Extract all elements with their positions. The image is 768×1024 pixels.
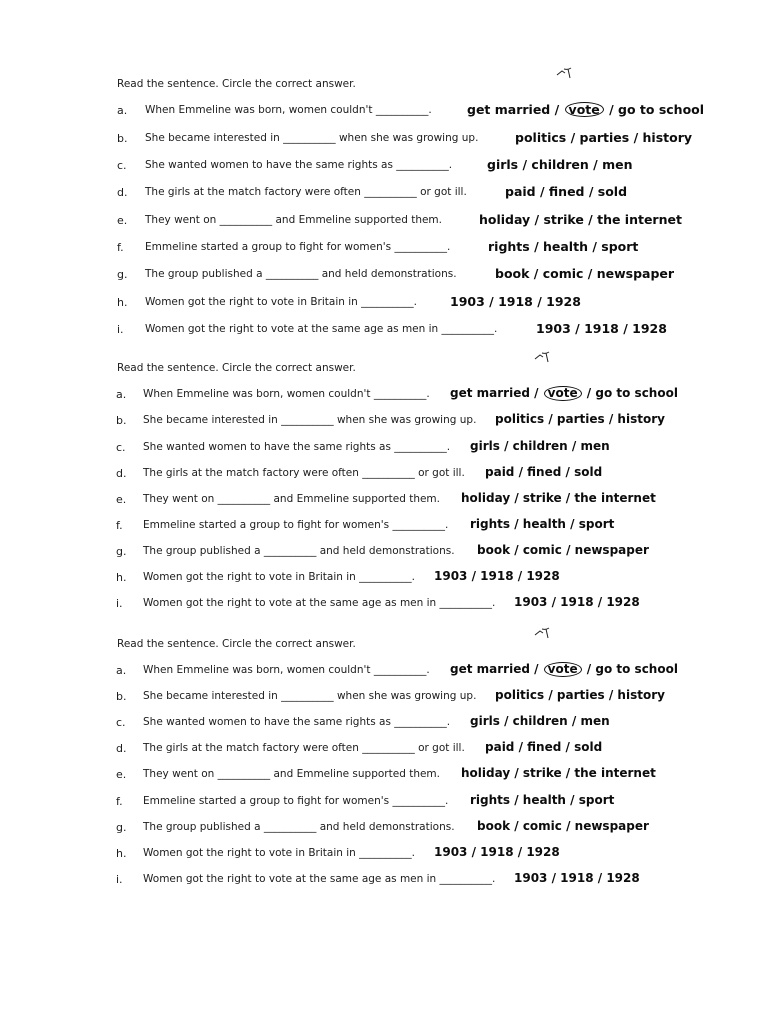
question-letter: h. — [116, 571, 127, 584]
option-separator: / — [565, 793, 579, 807]
answer-option[interactable]: 1918 — [480, 569, 514, 583]
question-letter: h. — [117, 296, 128, 309]
option-separator: / — [535, 184, 549, 199]
question-letter: b. — [116, 690, 127, 703]
answer-option[interactable]: newspaper — [574, 819, 649, 833]
answer-option[interactable]: 1903 — [450, 294, 485, 309]
answer-option[interactable]: book — [495, 266, 530, 281]
answer-options — [470, 517, 614, 531]
answer-option[interactable]: strike — [522, 491, 562, 505]
question-letter: h. — [116, 847, 127, 860]
answer-options — [488, 239, 638, 254]
option-separator: / — [547, 595, 561, 609]
option-separator: / — [544, 412, 557, 426]
question-letter: e. — [116, 493, 127, 506]
option-separator: / — [510, 543, 523, 557]
question-letter: f. — [117, 241, 124, 254]
answer-options — [495, 412, 665, 426]
answer-option[interactable]: 1903 — [514, 595, 548, 609]
answer-option[interactable]: get married — [450, 386, 530, 400]
question-letter: g. — [116, 545, 127, 558]
option-separator: / — [513, 569, 527, 583]
option-separator: / — [510, 819, 523, 833]
question-letter: i. — [116, 873, 123, 886]
answer-option[interactable]: comic — [522, 543, 562, 557]
answer-options — [505, 184, 627, 199]
option-separator: / — [588, 157, 603, 172]
answer-option[interactable]: go to school — [595, 662, 678, 676]
answer-option[interactable]: 1928 — [546, 294, 581, 309]
option-separator: / — [561, 819, 575, 833]
answer-option[interactable]: girls — [470, 439, 500, 453]
option-separator: / — [484, 294, 499, 309]
answer-option[interactable]: paid — [485, 740, 515, 754]
option-separator: / — [510, 766, 523, 780]
option-separator: / — [510, 793, 523, 807]
option-separator: / — [583, 266, 597, 281]
option-separator: / — [499, 439, 513, 453]
option-separator: / — [532, 294, 547, 309]
question-sentence: The group published a __________ and held demonstrations. — [143, 821, 455, 833]
answer-options — [461, 766, 656, 780]
answer-option[interactable]: holiday — [461, 766, 511, 780]
question-sentence: Emmeline started a group to fight for women's __________. — [145, 241, 451, 253]
answer-option[interactable]: strike — [522, 766, 562, 780]
answer-option[interactable]: 1918 — [498, 294, 533, 309]
answer-options — [450, 386, 678, 401]
answer-options — [470, 439, 610, 453]
question-letter: g. — [117, 268, 128, 281]
question-letter: f. — [116, 795, 123, 808]
answer-option[interactable]: men — [580, 439, 610, 453]
option-separator: / — [604, 688, 618, 702]
option-separator: / — [593, 871, 607, 885]
question-sentence: Women got the right to vote in Britain in __________. — [143, 847, 415, 859]
option-separator: / — [582, 386, 596, 400]
answer-option[interactable]: parties — [556, 412, 605, 426]
question-sentence: Emmeline started a group to fight for women's __________. — [143, 795, 449, 807]
option-separator: / — [467, 845, 481, 859]
option-separator: / — [567, 439, 581, 453]
instruction-text: Read the sentence. Circle the correct answer. — [117, 638, 356, 650]
option-separator: / — [584, 184, 598, 199]
question-sentence: Women got the right to vote in Britain in __________. — [145, 296, 417, 308]
question-sentence: She became interested in __________ when she was growing up. — [145, 132, 479, 144]
answer-option[interactable]: parties — [579, 130, 630, 145]
question-sentence: When Emmeline was born, women couldn't __________. — [145, 104, 432, 116]
answer-option[interactable]: the internet — [574, 491, 656, 505]
question-sentence: The group published a __________ and held demonstrations. — [143, 545, 455, 557]
answer-option[interactable]: sport — [578, 517, 615, 531]
question-sentence: She wanted women to have the same rights as __________. — [145, 159, 453, 171]
option-separator: / — [565, 517, 579, 531]
option-separator: / — [550, 102, 564, 117]
option-separator: / — [514, 740, 528, 754]
answer-option[interactable]: holiday — [461, 491, 511, 505]
question-letter: a. — [117, 104, 128, 117]
answer-option[interactable]: comic — [542, 266, 584, 281]
option-separator: / — [499, 714, 513, 728]
answer-options — [495, 266, 674, 281]
answer-options — [479, 212, 682, 227]
option-separator: / — [618, 321, 633, 336]
question-letter: d. — [117, 186, 128, 199]
option-separator: / — [561, 740, 575, 754]
option-separator: / — [510, 491, 523, 505]
answer-options — [467, 102, 704, 117]
answer-option[interactable]: men — [580, 714, 610, 728]
answer-option[interactable]: book — [477, 543, 511, 557]
question-sentence: When Emmeline was born, women couldn't __________. — [143, 664, 430, 676]
option-separator: / — [529, 266, 543, 281]
answer-option[interactable]: politics — [495, 688, 545, 702]
answer-option[interactable]: 1903 — [536, 321, 571, 336]
question-sentence: She became interested in __________ when she was growing up. — [143, 414, 477, 426]
option-separator: / — [567, 714, 581, 728]
answer-options — [536, 321, 667, 336]
answer-option[interactable]: history — [617, 688, 665, 702]
answer-options — [485, 465, 602, 479]
option-separator: / — [510, 517, 523, 531]
answer-options — [477, 819, 649, 833]
answer-option[interactable]: book — [477, 819, 511, 833]
answer-options — [434, 845, 560, 859]
answer-options — [477, 543, 649, 557]
question-sentence: She wanted women to have the same rights as __________. — [143, 716, 451, 728]
question-sentence: Women got the right to vote in Britain in __________. — [143, 571, 415, 583]
question-letter: i. — [117, 323, 124, 336]
answer-option[interactable]: 1928 — [606, 871, 640, 885]
option-separator: / — [582, 662, 596, 676]
question-letter: b. — [117, 132, 128, 145]
option-separator: / — [566, 130, 580, 145]
option-separator: / — [604, 102, 619, 117]
answer-option[interactable]: the internet — [597, 212, 682, 227]
question-letter: e. — [117, 214, 128, 227]
answer-option[interactable]: girls — [487, 157, 519, 172]
answer-option[interactable]: fined — [527, 465, 562, 479]
answer-option[interactable]: get married — [467, 102, 551, 117]
instruction-text: Read the sentence. Circle the correct answer. — [117, 78, 356, 90]
answer-options — [450, 662, 678, 677]
answer-option[interactable]: health — [522, 793, 566, 807]
answer-options — [514, 595, 640, 609]
answer-options — [487, 157, 632, 172]
question-sentence: Women got the right to vote at the same age as men in __________. — [145, 323, 498, 335]
question-sentence: She became interested in __________ when she was growing up. — [143, 690, 477, 702]
answer-option-circled[interactable]: vote — [565, 102, 604, 117]
option-separator: / — [544, 688, 557, 702]
answer-option[interactable]: children — [512, 714, 568, 728]
answer-option[interactable]: sport — [578, 793, 615, 807]
answer-options — [470, 793, 614, 807]
option-separator: / — [547, 871, 561, 885]
option-separator: / — [513, 845, 527, 859]
answer-option[interactable]: 1928 — [526, 845, 560, 859]
question-letter: i. — [116, 597, 123, 610]
question-letter: b. — [116, 414, 127, 427]
pencil-scribble-mark — [533, 350, 555, 364]
option-separator: / — [561, 766, 575, 780]
question-sentence: They went on __________ and Emmeline supported them. — [143, 493, 440, 505]
answer-options — [450, 294, 581, 309]
answer-option[interactable]: newspaper — [596, 266, 675, 281]
answer-option-circled[interactable]: vote — [544, 386, 582, 401]
answer-option[interactable]: 1918 — [584, 321, 619, 336]
question-sentence: They went on __________ and Emmeline supported them. — [143, 768, 440, 780]
option-separator: / — [529, 386, 543, 400]
answer-option[interactable]: newspaper — [574, 543, 649, 557]
answer-option[interactable]: go to school — [595, 386, 678, 400]
question-sentence: She wanted women to have the same rights as __________. — [143, 441, 451, 453]
answer-options — [514, 871, 640, 885]
question-letter: c. — [116, 716, 126, 729]
answer-option[interactable]: politics — [515, 130, 567, 145]
answer-option[interactable]: history — [642, 130, 693, 145]
option-separator: / — [561, 491, 575, 505]
question-sentence: The girls at the match factory were often __________ or got ill. — [143, 467, 465, 479]
option-separator: / — [587, 239, 602, 254]
question-letter: e. — [116, 768, 127, 781]
answer-option[interactable]: the internet — [574, 766, 656, 780]
pencil-scribble-mark — [533, 626, 555, 640]
answer-option[interactable]: fined — [527, 740, 562, 754]
answer-option[interactable]: rights — [470, 793, 511, 807]
pencil-scribble-mark — [555, 66, 577, 80]
instruction-text: Read the sentence. Circle the correct answer. — [117, 362, 356, 374]
answer-option[interactable]: 1918 — [560, 871, 594, 885]
answer-option[interactable]: holiday — [479, 212, 531, 227]
answer-option[interactable]: fined — [548, 184, 585, 199]
answer-options — [515, 130, 692, 145]
answer-option[interactable]: 1928 — [526, 569, 560, 583]
question-letter: c. — [117, 159, 127, 172]
question-sentence: The girls at the match factory were often __________ or got ill. — [145, 186, 467, 198]
answer-option[interactable]: sold — [597, 184, 628, 199]
answer-option[interactable]: 1903 — [514, 871, 548, 885]
option-separator: / — [629, 130, 643, 145]
answer-options — [461, 491, 656, 505]
answer-options — [485, 740, 602, 754]
question-sentence: Women got the right to vote at the same age as men in __________. — [143, 873, 496, 885]
question-letter: g. — [116, 821, 127, 834]
question-letter: a. — [116, 664, 127, 677]
answer-option[interactable]: strike — [543, 212, 584, 227]
answer-option[interactable]: get married — [450, 662, 530, 676]
answer-option[interactable]: rights — [470, 517, 511, 531]
answer-option[interactable]: parties — [556, 688, 605, 702]
answer-option[interactable]: health — [522, 517, 566, 531]
option-separator: / — [604, 412, 618, 426]
answer-option[interactable]: 1928 — [606, 595, 640, 609]
answer-option[interactable]: men — [602, 157, 633, 172]
answer-option[interactable]: 1918 — [560, 595, 594, 609]
question-sentence: The girls at the match factory were often __________ or got ill. — [143, 742, 465, 754]
answer-option[interactable]: children — [531, 157, 589, 172]
answer-option[interactable]: 1918 — [480, 845, 514, 859]
answer-option[interactable]: 1928 — [632, 321, 667, 336]
question-sentence: Emmeline started a group to fight for women's __________. — [143, 519, 449, 531]
option-separator: / — [514, 465, 528, 479]
answer-option-circled[interactable]: vote — [544, 662, 582, 677]
question-sentence: The group published a __________ and held demonstrations. — [145, 268, 457, 280]
question-letter: f. — [116, 519, 123, 532]
question-letter: d. — [116, 467, 127, 480]
option-separator: / — [529, 239, 543, 254]
answer-option[interactable]: go to school — [618, 102, 705, 117]
answer-option[interactable]: sport — [601, 239, 639, 254]
answer-option[interactable]: sold — [574, 465, 603, 479]
answer-option[interactable]: girls — [470, 714, 500, 728]
answer-option[interactable]: paid — [485, 465, 515, 479]
answer-option[interactable]: politics — [495, 412, 545, 426]
question-sentence: When Emmeline was born, women couldn't __________. — [143, 388, 430, 400]
option-separator: / — [561, 465, 575, 479]
answer-options — [495, 688, 665, 702]
option-separator: / — [467, 569, 481, 583]
answer-option[interactable]: 1903 — [434, 845, 468, 859]
option-separator: / — [530, 212, 544, 227]
answer-option[interactable]: health — [543, 239, 588, 254]
answer-option[interactable]: comic — [522, 819, 562, 833]
question-letter: c. — [116, 441, 126, 454]
option-separator: / — [518, 157, 532, 172]
answer-option[interactable]: children — [512, 439, 568, 453]
option-separator: / — [593, 595, 607, 609]
option-separator: / — [529, 662, 543, 676]
question-sentence: They went on __________ and Emmeline supported them. — [145, 214, 442, 226]
answer-option[interactable]: paid — [505, 184, 536, 199]
option-separator: / — [570, 321, 585, 336]
question-sentence: Women got the right to vote at the same age as men in __________. — [143, 597, 496, 609]
question-letter: d. — [116, 742, 127, 755]
option-separator: / — [583, 212, 598, 227]
answer-option[interactable]: sold — [574, 740, 603, 754]
option-separator: / — [561, 543, 575, 557]
answer-option[interactable]: 1903 — [434, 569, 468, 583]
answer-option[interactable]: rights — [488, 239, 530, 254]
answer-options — [434, 569, 560, 583]
answer-option[interactable]: history — [617, 412, 665, 426]
answer-options — [470, 714, 610, 728]
question-letter: a. — [116, 388, 127, 401]
